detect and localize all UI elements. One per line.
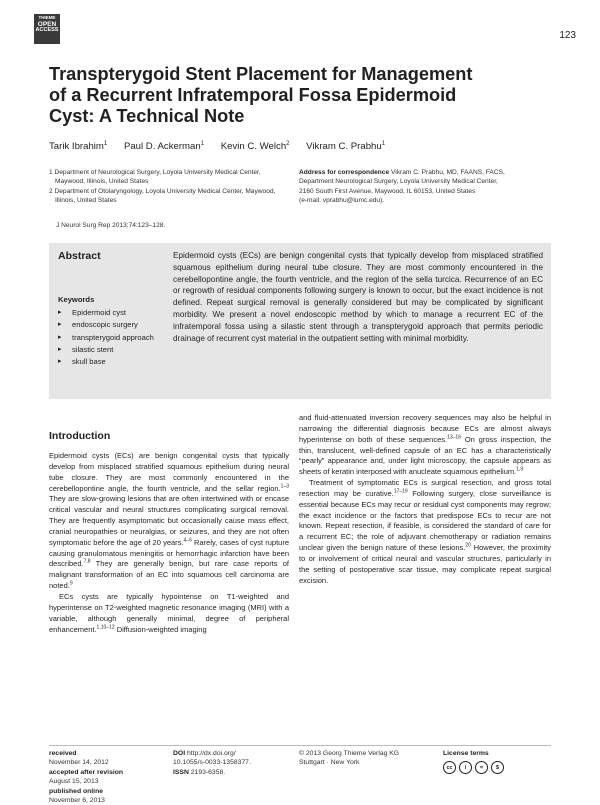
journal-citation: J Neurol Surg Rep 2013;74:123–128. (56, 222, 166, 229)
keyword-item[interactable]: ▸ endoscopic surgery (58, 319, 168, 331)
paragraph: and fluid-attenuated inversion recovery sequences may also be helpful in narrowing the differential diagnosis because ECs are almost always hyperintense on both of these sequences.$^{13-16}$ On gross inspection, the thin, translucent, well-defined capsule of an EC has a characteristically “pearly” appearance and, under light microscopy, the capsule appears as sheets of keratin interposed with anucleate squamous epithelium.$^{1,9}$ (299, 413, 551, 477)
copyright-block (299, 749, 429, 768)
cc-icon: cc (443, 761, 456, 774)
author[interactable]: Vikram C. Prabhu$^1$ (306, 141, 386, 153)
citation-ref[interactable]: 20 (465, 542, 471, 549)
body-column-left (49, 451, 289, 635)
keyword-item[interactable]: ▸ Epidermoid cyst (58, 307, 168, 319)
doi-label: DOI (173, 750, 186, 757)
keywords-list (58, 307, 168, 368)
body-column-right (299, 413, 551, 587)
doi-link[interactable]: http://dx.doi.org/ (186, 750, 236, 757)
doi-block (173, 749, 293, 777)
citation-ref[interactable]: 1–3 (280, 483, 289, 490)
non-commercial-icon: $ (491, 761, 504, 774)
accepted-date: August 15, 2013 (49, 778, 99, 786)
citation-ref[interactable]: 1,9 (516, 466, 524, 473)
affiliation: 2 Department of Otolaryngology, Loyola University Medical Center, Maywood, Illinois, United States (49, 187, 276, 205)
citation-ref[interactable]: 13–16 (447, 434, 461, 441)
paragraph: ECs cysts are typically hypointense on T1-weighted and hyperintense on T2-weighted magnetic resonance imaging (MRI) with a variable, although generally minimal, degree of peripheral enhancement.$^{1,10-12}$ Diffusion-weighted imaging (49, 591, 289, 634)
affiliations (49, 168, 284, 206)
author-list (49, 141, 399, 152)
open-access-logo (34, 14, 60, 44)
citation-ref[interactable]: 9 (69, 580, 73, 587)
article-title: Transpterygoid Stent Placement for Management of a Recurrent Infratemporal Fossa Epidermoid Cyst: A Technical Note (49, 64, 473, 126)
published-date: November 6, 2013 (49, 797, 105, 805)
logo-line-2: OPEN (37, 20, 57, 28)
author[interactable]: Paul D. Ackerman$^1$ (123, 141, 205, 153)
received-date: November 14, 2012 (49, 759, 109, 767)
author[interactable]: Kevin C. Welch$^2$ (220, 141, 290, 153)
logo-line-1: THIEME (38, 15, 56, 20)
keyword-item[interactable]: ▸ skull base (58, 356, 168, 368)
copyright-text: © 2013 Georg Thieme Verlag KG (299, 750, 400, 757)
introduction-heading: Introduction (49, 430, 111, 442)
keyword-item[interactable]: ▸ silastic stent (58, 344, 168, 356)
issn-value: 2193-6358. (190, 768, 226, 776)
affiliation: 1 Department of Neurological Surgery, Loyola University Medical Center, Maywood, Illinois, United States (49, 169, 261, 186)
keyword-item[interactable]: ▸ transpterygoid approach (58, 332, 168, 344)
correspondence-label: Address for correspondence (299, 169, 390, 176)
accepted-label: accepted after revision (49, 768, 124, 776)
correspondence-line: Vikram C. Prabhu, MD, FAANS, FACS, (390, 169, 505, 176)
correspondence-line: 2160 South First Avenue, Maywood, IL 60153, United States (299, 187, 476, 195)
citation-ref[interactable]: 7,8 (83, 558, 91, 565)
page-number: 123 (559, 30, 576, 41)
correspondence-address (299, 168, 559, 206)
issn-label: ISSN (173, 768, 189, 776)
author[interactable]: Tarik Ibrahim$^1$ (49, 141, 108, 153)
license-icons[interactable] (443, 761, 553, 774)
no-derivatives-icon: = (475, 761, 488, 774)
footer-divider (49, 745, 551, 746)
published-label: published online (49, 787, 103, 795)
correspondence-line: Department Neurological Surgery, Loyola University Medical Center, (299, 178, 498, 186)
publisher-location: Stuttgart · New York (299, 759, 360, 767)
attribution-icon: i (459, 761, 472, 774)
abstract-text: Epidermoid cysts (ECs) are benign congenital cysts that typically develop from misplaced stratified squamous epithelium during neural tube closure. They are most commonly encountered in the cerebellopontine angle, the fourth ventricle, and the region of the sella turcica. Recurrence of an EC or regrowth of residual components following surgery is known to occur, but the exact incidence is not defined. Repeat surgical removal is generally considered but may be complicated by significant morbidity. We present a novel endoscopic method by which to manage a recurrent EC of the infratemporal fossa using a silastic stent through a transpterygoid approach that permits periodic drainage of recurrent cyst material in the outpatient setting with minimal morbidity. (173, 251, 543, 343)
citation-ref[interactable]: 4–6 (183, 537, 192, 544)
logo-line-3: ACCESS (35, 27, 59, 33)
license-terms-link[interactable]: License terms (443, 750, 489, 757)
license-block (443, 749, 553, 774)
abstract-heading: Abstract (58, 250, 101, 262)
citation-ref[interactable]: 17–19 (393, 488, 408, 495)
received-label: received (49, 750, 77, 757)
correspondence-email[interactable]: (e-mail: vprabhu@lumc.edu). (299, 197, 385, 205)
paragraph: Treatment of symptomatic ECs is surgical resection, and gross total resection may be curative.$^{17-19}$ Following surgery, close surveillance is essential because ECs may recur or residual cyst components may regrow; the exact incidence or the factors that predispose ECs to recur are not known. Repeat resection, if feasible, is considered the standard of care for a recurrent EC; the role of adjuvant chemotherapy or radiation remains unclear given the benign nature of these lesions.$^{20}$ However, the proximity to or involvement of critical neural and vascular structures, particularly in the setting of postoperative scar tissue, may complicate repeat surgical excision. (299, 478, 551, 585)
doi-value[interactable]: 10.1055/s-0033-1358377. (173, 759, 251, 767)
citation-ref[interactable]: 1,10–12 (96, 624, 115, 630)
keywords-heading: Keywords (58, 295, 95, 304)
paragraph: Epidermoid cysts (ECs) are benign congenital cysts that typically develop from misplaced stratified squamous epithelium during neural tube closure. They are most commonly encountered in the cerebellopontine angle, the fourth ventricle, and the sellar region.$^{1-3}$ They are slow-growing lesions that are often intertwined with or encase critical vascular and neural structures complicating surgical removal. They are frequently asymptomatic but occasionally cause mass effect, cranial neuropathies or neuralgias, or seizures, and they are not often symptomatic before the age of 20 years.$^{4-6}$ Rarely, cases of cyst rupture causing granulomatous meningitis or hemorrhagic infarction have been described.$^{7,8}$ They are generally benign, but rare case reports of malignant transformation of an EC into squamous cell carcinoma are noted.$^9$ (49, 451, 289, 591)
